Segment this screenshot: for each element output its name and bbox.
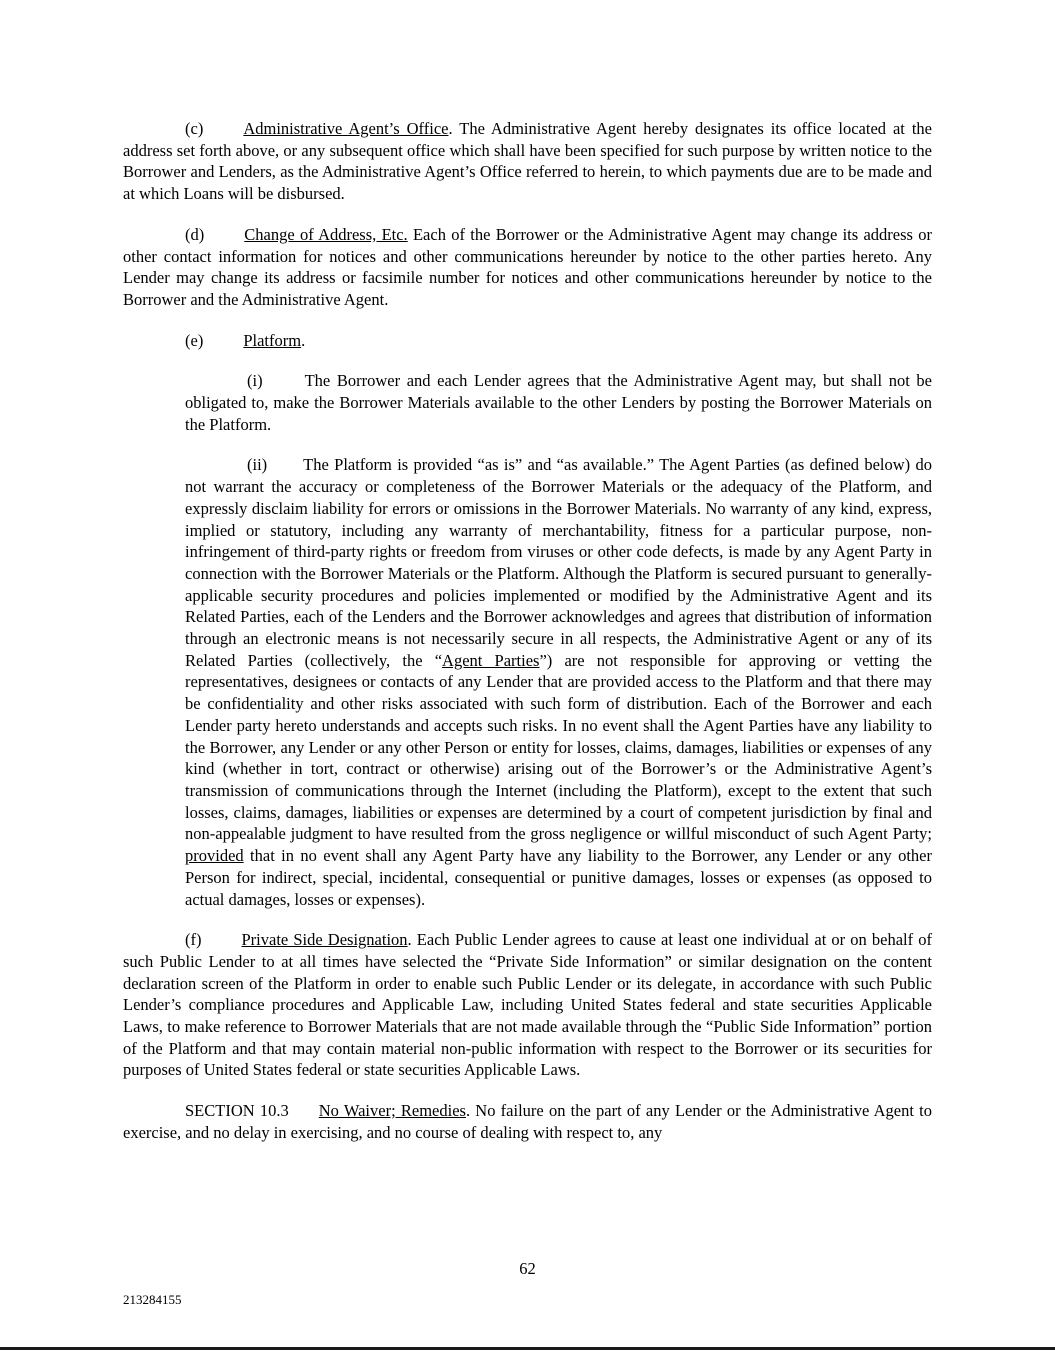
underlined-text-run: provided (185, 846, 244, 866)
text-run: . Each Public Lender agrees to cause at least one individual at or on behalf of such Public Lender to at all times have selected the “Private Side Information” or similar designation on the content declaration screen of the Platform in order to enable such Public Lender or its delegate, in accordance with such Public Lender’s compliance procedures and Applicable Law, including United States federal and state securities Applicable Laws, to make reference to Borrower Materials that are not made available through the “Public Side Information” portion of the Platform and that may contain material non-public information with respect to the Borrower or its securities for purposes of United States federal or state securities Applicable Laws. (123, 930, 932, 1080)
text-run: (e) (185, 330, 204, 350)
paragraph (123, 1100, 932, 1143)
document-body (123, 118, 932, 1163)
paragraph (185, 454, 932, 910)
text-run: . (301, 330, 306, 350)
paragraph (185, 370, 932, 435)
text-run: Each of the Borrower or the Administrative Agent may change its address or other contact information for notices and other communications hereunder by notice to the other parties hereto. Any Lender may change its address or facsimile number for notices and other communications hereunder by notice to the Borrower and the Administrative Agent. (123, 224, 932, 309)
tab-spacer (203, 133, 243, 134)
text-run: The Platform is provided “as is” and “as available.” The Agent Parties (as defined below) do not warrant the accuracy or completeness of the Borrower Materials or the adequacy of the Platform, and expressly disclaim liability for errors or omissions in the Borrower Materials. No warranty of any kind, express, implied or statutory, including any warranty of merchantability, fitness for a particular purpose, non-infringement of third-party rights or freedom from viruses or other code defects, is made by any Agent Party in connection with the Borrower Materials or the Platform. Although the Platform is secured pursuant to generally-applicable security procedures and policies implemented or modified by the Administrative Agent and its Related Parties, each of the Lenders and the Borrower acknowledges and agrees that distribution of information through an electronic means is not necessarily secure in all respects, the Administrative Agent or any of its Related Parties (collectively, the “ (185, 455, 932, 670)
underlined-text-run: Platform (243, 330, 302, 350)
tab-spacer (204, 239, 244, 240)
underlined-text-run: Change of Address, Etc. (244, 224, 408, 244)
paragraph (123, 224, 932, 311)
text-run: (i) (247, 371, 263, 391)
text-run: . No failure on the part of any Lender or the Administrative Agent to exercise, and no delay in exercising, and no course of dealing with respect to, any (123, 1101, 932, 1142)
tab-spacer (289, 1115, 319, 1116)
text-run: SECTION 10.3 (185, 1101, 289, 1121)
underlined-text-run: Administrative Agent’s Office (243, 119, 449, 138)
underlined-text-run: Private Side Designation (241, 930, 408, 950)
footer-document-id: 213284155 (123, 1292, 182, 1307)
text-run: (f) (185, 930, 202, 950)
page-bottom-edge (0, 1347, 1055, 1350)
paragraph (123, 929, 932, 1081)
text-run: (c) (185, 119, 204, 138)
text-run: . The Administrative Agent hereby designates its office located at the address set forth above, or any subsequent office which shall have been specified for such purpose by written notice to the Borrower and Lenders, as the Administrative Agent’s Office referred to herein, to which payments due are to be made and at which Loans will be disbursed. (123, 119, 932, 204)
underlined-text-run: Agent Parties (442, 650, 540, 670)
paragraph (123, 330, 932, 352)
paragraph (123, 118, 932, 205)
underlined-text-run: No Waiver; Remedies (318, 1101, 466, 1121)
text-run: (ii) (247, 455, 268, 475)
tab-spacer (201, 944, 241, 945)
tab-spacer (203, 345, 243, 346)
text-run: (d) (185, 224, 205, 244)
tab-spacer (267, 469, 303, 470)
page-number: 62 (519, 1259, 536, 1278)
text-run: that in no event shall any Agent Party have any liability to the Borrower, any Lender or any other Person for indirect, special, incidental, consequential or punitive damages, losses or expenses (as opposed to actual damages, losses or expenses). (185, 846, 932, 909)
text-run: ”) are not responsible for approving or vetting the representatives, designees or contacts of any Lender that are provided access to the Platform and that there may be confidentiality and other risks associated with such form of distribution. Each of the Borrower and each Lender party hereto understands and accepts such risks. In no event shall the Agent Parties have any liability to the Borrower, any Lender or any other Person or entity for losses, claims, damages, liabilities or expenses of any kind (whether in tort, contract or otherwise) arising out of the Borrower’s or the Administrative Agent’s transmission of communications through the Internet (including the Platform), except to the extent that such losses, claims, damages, liabilities or expenses are determined by a court of competent jurisdiction by final and non-appealable judgment to have resulted from the gross negligence or willful misconduct of such Agent Party; (185, 650, 933, 844)
text-run: The Borrower and each Lender agrees that the Administrative Agent may, but shall not be obligated to, make the Borrower Materials available to the other Lenders by posting the Borrower Materials on the Platform. (185, 371, 932, 434)
tab-spacer (263, 385, 305, 386)
